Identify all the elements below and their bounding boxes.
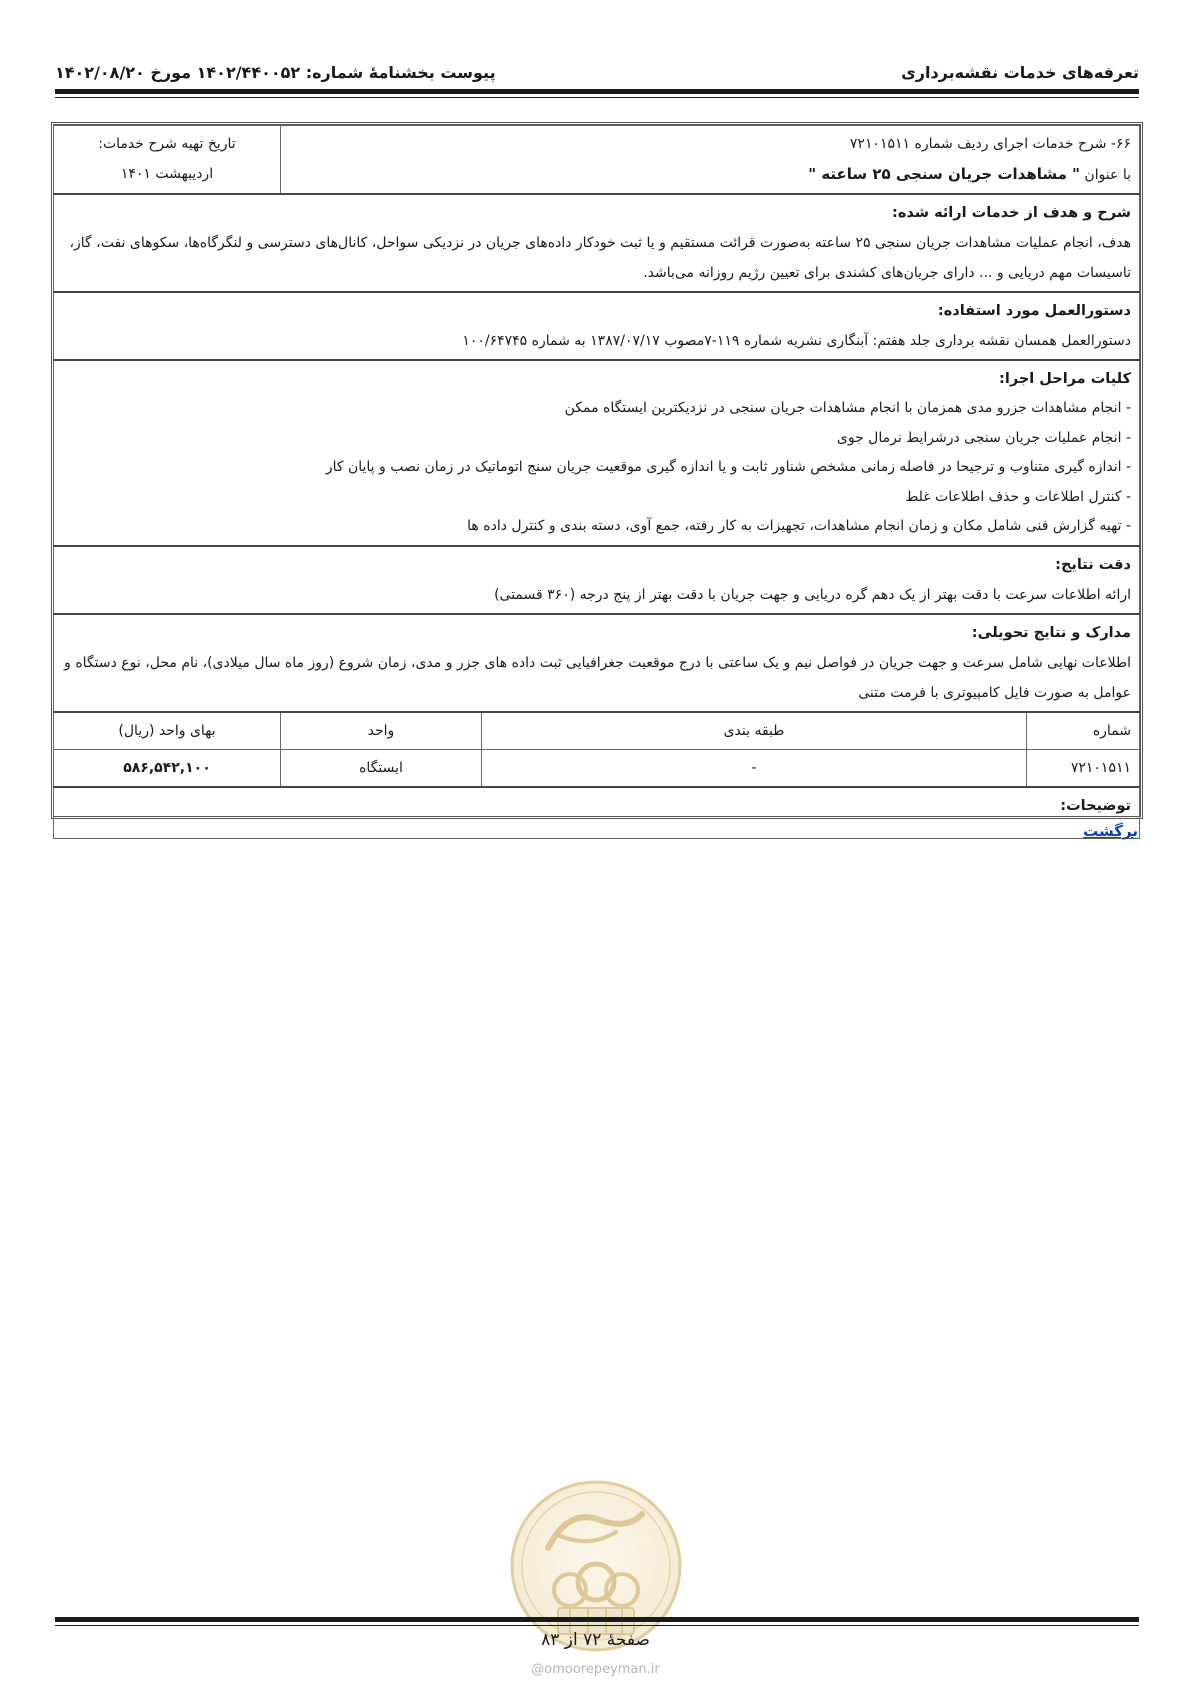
purpose-title: شرح و هدف از خدمات ارائه شده:	[892, 205, 1131, 221]
page-header	[55, 58, 1139, 86]
prep-date-cell	[53, 126, 280, 195]
accuracy-row	[53, 546, 1139, 614]
header-rule-thin	[55, 97, 1139, 98]
cell-classification: -	[482, 749, 1027, 787]
guideline-title: دستورالعمل مورد استفاده:	[937, 303, 1131, 319]
guideline-text: دستورالعمل همسان نقشه برداری جلد هفتم: آبنگاری نشریه شماره ۱۱۹-۷مصوب ۱۳۸۷/۰۷/۱۷ به شماره ۱۰۰/۶۴۷۴۵	[462, 333, 1131, 349]
omoor-peyman-seal-logo	[508, 1478, 684, 1654]
cell-price: ۵۸۶,۵۴۲,۱۰۰	[53, 749, 280, 787]
service-header-row	[53, 126, 1139, 195]
col-header-price: بهای واحد (ریال)	[53, 712, 280, 750]
guideline-row	[53, 292, 1139, 360]
notes-title: توضیحات:	[1060, 797, 1131, 814]
accuracy-title: دقت نتایج:	[1055, 556, 1131, 573]
col-header-code: شماره	[1027, 712, 1140, 750]
accuracy-text: ارائه اطلاعات سرعت با دقت بهتر از یک دهم گره دریایی و جهت جریان با دقت بهتر از پنج درجه (۳۶۰ قسمتی)	[494, 586, 1131, 603]
watermark: @omoorepeyman.ir	[531, 1662, 660, 1677]
page-number: صفحۀ ۷۲ از ۸۳	[541, 1630, 650, 1650]
service-title: " مشاهدات جریان سنجی ۲۵ ساعته "	[808, 165, 1080, 183]
steps-row	[53, 360, 1139, 546]
col-header-unit: واحد	[280, 712, 481, 750]
cell-unit: ایستگاه	[280, 749, 481, 787]
list-item: - اندازه گیری متناوب و ترجیحا در فاصله زمانی مشخص شناور ثابت و یا اندازه گیری موقعیت جریان سنج اتوماتیک در زمان نصب و پایان کار	[325, 459, 1131, 475]
footer-rule	[55, 1617, 1139, 1622]
purpose-text: هدف، انجام عملیات مشاهدات جریان سنجی ۲۵ ساعته به‌صورت قرائت مستقیم و یا ثبت خودکار داده‌های جریان در نزدیکی سواحل، کانال‌های دسترسی و لنگرگاه‌ها، سکوهای نفت، گاز، تاسیسات مهم دریایی و ... دارای جریان‌های کشندی برای تعیین رژیم روزانه می‌باشد.	[69, 235, 1131, 281]
deliverables-text: اطلاعات نهایی شامل سرعت و جهت جریان در فواصل نیم و یک ساعتی با درج موقعیت جغرافیایی ثبت داده های جزر و مدی، زمان شروع (روز ماه سال میلادی)، نام محل، نوع دستگاه و عوامل به صورت فایل کامپیوتری با فرمت متنی	[64, 654, 1131, 701]
footer-rule-thin	[55, 1625, 1139, 1626]
steps-title: کلیات مراحل اجرا:	[999, 371, 1131, 387]
header-rule	[55, 89, 1139, 94]
col-header-classification: طبقه بندی	[482, 712, 1027, 750]
service-row-line: ۶۶- شرح خدمات اجرای ردیف شماره ۷۲۱۰۱۵۱۱	[849, 136, 1131, 152]
circular-reference: پیوست بخشنامۀ شماره: ۱۴۰۲/۴۴۰۰۵۲ مورخ ۱۴۰۲/۰۸/۲۰	[55, 62, 496, 82]
prep-date-value: اردیبهشت ۱۴۰۱	[120, 166, 214, 182]
deliverables-title: مدارک و نتایج تحویلی:	[971, 624, 1131, 641]
list-item: - انجام مشاهدات جزرو مدی همزمان با انجام مشاهدات جریان سنجی در نزدیکترین ایستگاه ممکن	[564, 400, 1131, 416]
back-link[interactable]: برگشت	[1083, 822, 1138, 840]
deliverables-row	[53, 614, 1139, 712]
notes-row	[53, 787, 1139, 839]
service-description-table	[51, 122, 1143, 819]
purpose-row	[53, 194, 1139, 292]
table-row	[53, 749, 1139, 787]
service-title-cell	[280, 126, 1139, 195]
list-item: - انجام عملیات جریان سنجی درشرایط نرمال جوی	[836, 429, 1131, 446]
document-title: تعرفه‌های خدمات نقشه‌برداری	[901, 62, 1139, 82]
prep-date-label: تاریخ تهیه شرح خدمات:	[98, 136, 236, 152]
list-item: - کنترل اطلاعات و حذف اطلاعات غلط	[905, 488, 1131, 505]
list-item: - تهیه گزارش فنی شامل مکان و زمان انجام مشاهدات، تجهیزات به کار رفته، جمع آوی، دسته بندی و کنترل داده ها	[467, 518, 1131, 534]
price-header-row	[53, 712, 1139, 750]
title-prefix: با عنوان	[1084, 167, 1131, 183]
cell-code: ۷۲۱۰۱۵۱۱	[1027, 749, 1140, 787]
